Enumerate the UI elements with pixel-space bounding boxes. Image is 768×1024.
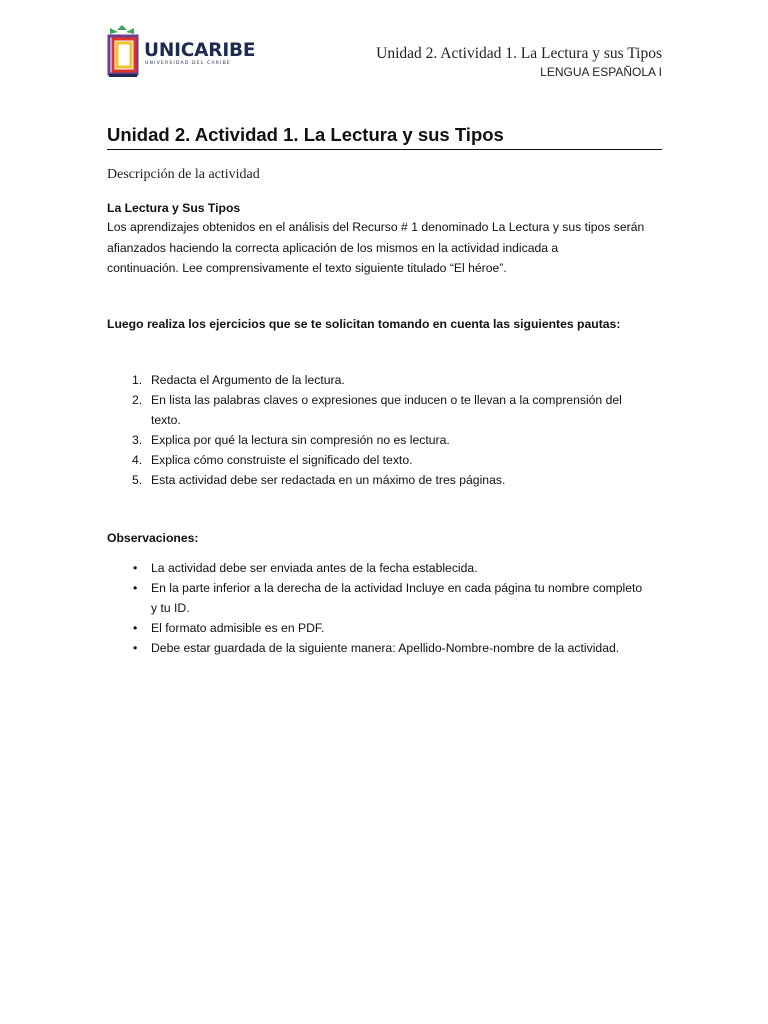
- section-heading: La Lectura y Sus Tipos: [107, 201, 241, 215]
- step-text: Explica cómo construiste el significado del texto.: [151, 453, 413, 467]
- step-text: En lista las palabras claves o expresiones que inducen o te llevan a la comprensión del: [151, 393, 622, 407]
- document-body: [107, 164, 663, 655]
- observation-text: y tu ID.: [151, 601, 190, 615]
- step-number: 4.: [132, 453, 143, 467]
- list-item: [132, 370, 707, 390]
- list-item: [132, 430, 707, 450]
- observations-heading: Observaciones:: [107, 531, 199, 545]
- observation-text: Debe estar guardada de la siguiente manera: Apellido-Nombre-nombre de la actividad.: [151, 641, 620, 655]
- unicaribe-logo: [106, 24, 256, 80]
- bullet-icon: •: [133, 581, 138, 595]
- logo-emblem-icon: [106, 24, 146, 80]
- observation-text: La actividad debe ser enviada antes de la fecha establecida.: [151, 561, 478, 575]
- step-number: 1.: [132, 373, 143, 387]
- bullet-icon: •: [133, 561, 138, 575]
- intro-line: continuación. Lee comprensivamente el texto siguiente titulado “El héroe”.: [107, 261, 507, 275]
- observations-list: [107, 558, 707, 658]
- header-subject: LENGUA ESPAÑOLA I: [540, 65, 662, 79]
- intro-paragraph: [107, 217, 663, 279]
- step-text: texto.: [151, 413, 181, 427]
- intro-line: Los aprendizajes obtenidos en el análisis del Recurso # 1 denominado La Lectura y sus tipos serán: [107, 220, 645, 234]
- step-number: 2.: [132, 393, 143, 407]
- list-item: [133, 618, 707, 638]
- list-item: [132, 450, 707, 470]
- observation-text: En la parte inferior a la derecha de la actividad Incluye en cada página tu nombre completo: [151, 581, 643, 595]
- step-text: Redacta el Argumento de la lectura.: [151, 373, 345, 387]
- activity-description-label: Descripción de la actividad: [107, 167, 260, 182]
- list-item: [133, 638, 707, 658]
- list-item: [132, 390, 707, 430]
- step-number: 5.: [132, 473, 143, 487]
- step-number: 3.: [132, 433, 143, 447]
- list-item: [133, 578, 707, 618]
- bullet-icon: •: [133, 641, 138, 655]
- list-item: [133, 558, 707, 578]
- logo-tagline: UNIVERSIDAD DEL CARIBE: [145, 61, 231, 66]
- list-item: [132, 470, 707, 490]
- step-text: Esta actividad debe ser redactada en un máximo de tres páginas.: [151, 473, 506, 487]
- header-title: Unidad 2. Actividad 1. La Lectura y sus Tipos: [376, 45, 662, 62]
- instructions-text: Luego realiza los ejercicios que se te solicitan tomando en cuenta las siguientes pautas:: [107, 317, 621, 331]
- observation-text: El formato admisible es en PDF.: [151, 621, 325, 635]
- intro-line: afianzados haciendo la correcta aplicación de los mismos en la actividad indicada a: [107, 240, 559, 255]
- document-title: Unidad 2. Actividad 1. La Lectura y sus Tipos: [107, 124, 662, 150]
- logo-wordmark: UNICARIBE: [144, 40, 256, 61]
- step-text: Explica por qué la lectura sin compresión no es lectura.: [151, 433, 450, 447]
- bullet-icon: •: [133, 621, 138, 635]
- steps-list: [107, 370, 707, 490]
